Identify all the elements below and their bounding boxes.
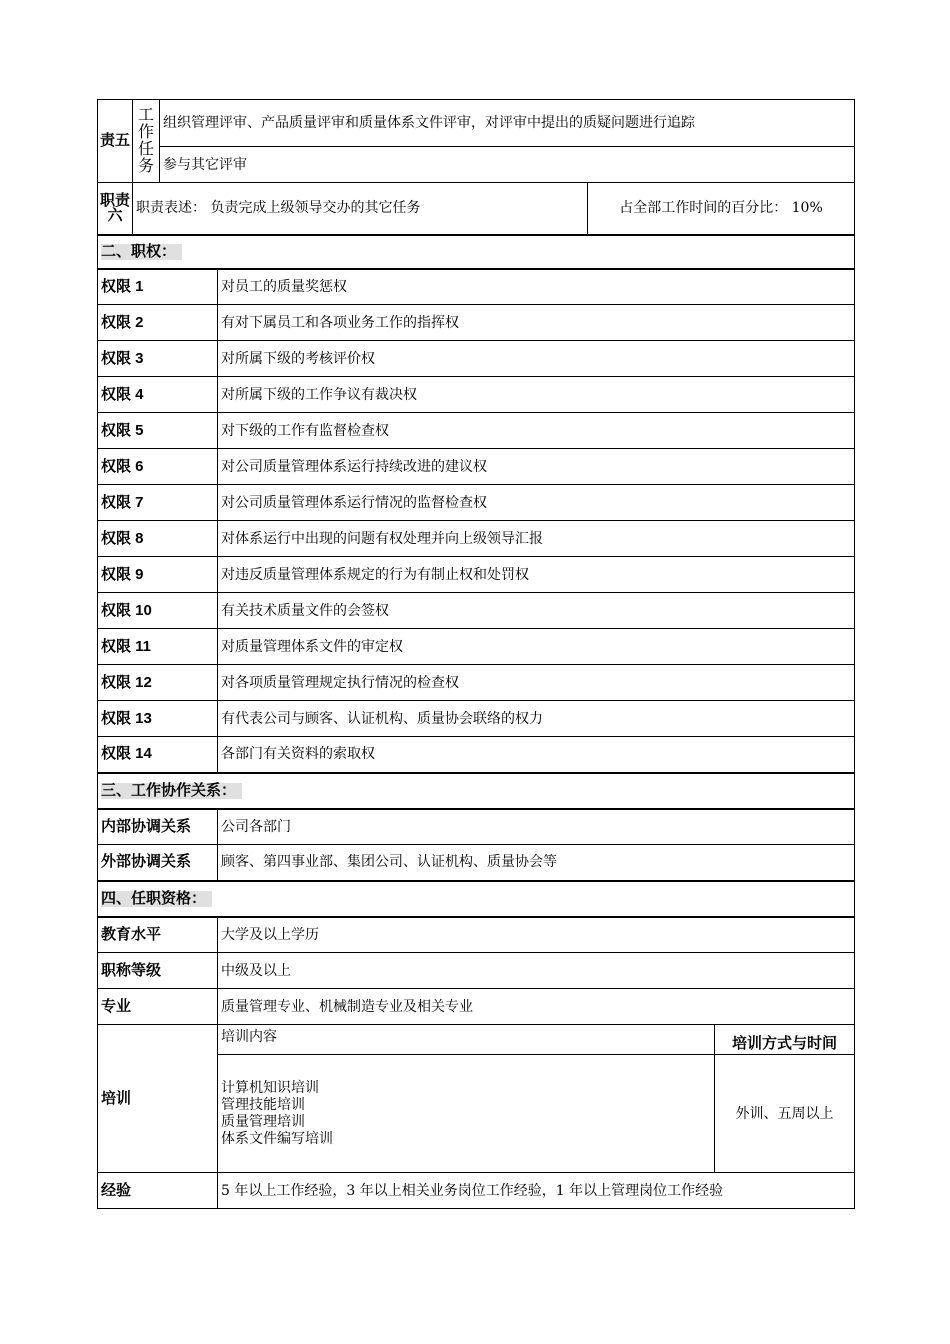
title-level-row: [98, 953, 855, 989]
section2-title: 二、职权：: [101, 244, 182, 260]
training-row-header: [98, 1025, 855, 1055]
training-method: 外训、五周以上: [715, 1055, 855, 1173]
job-description-document: [97, 99, 854, 1209]
authority-value: 对体系运行中出现的问题有权处理并向上级领导汇报: [218, 521, 855, 557]
authority-value: 对所属下级的工作争议有裁决权: [218, 377, 855, 413]
duty5-row-2: [98, 147, 855, 183]
training-label: 培训: [98, 1025, 218, 1173]
training-item: 管理技能培训: [221, 1096, 305, 1113]
authority-row: [98, 629, 855, 665]
training-content-header: 培训内容: [218, 1025, 715, 1055]
authority-row: [98, 485, 855, 521]
authority-row: [98, 521, 855, 557]
section2-header-row: [98, 235, 855, 269]
duty5-task-label: 工作任务: [133, 100, 160, 183]
training-item: 体系文件编写培训: [221, 1130, 333, 1147]
authority-row: [98, 557, 855, 593]
authority-label: 权限 6: [98, 449, 218, 485]
authority-label: 权限 10: [98, 593, 218, 629]
duty5-label: 责五: [98, 100, 133, 183]
authority-label: 权限 9: [98, 557, 218, 593]
duty6-row: [98, 183, 855, 235]
relation-value: 公司各部门: [218, 809, 855, 845]
authority-label: 权限 7: [98, 485, 218, 521]
authority-label: 权限 2: [98, 305, 218, 341]
major-label: 专业: [98, 989, 218, 1025]
authority-row: [98, 269, 855, 305]
authority-label: 权限 11: [98, 629, 218, 665]
authority-value: 对公司质量管理体系运行情况的监督检查权: [218, 485, 855, 521]
authority-value: 对所属下级的考核评价权: [218, 341, 855, 377]
relation-label: 外部协调关系: [98, 845, 218, 881]
authority-row: [98, 737, 855, 773]
authority-label: 权限 13: [98, 701, 218, 737]
authority-label: 权限 4: [98, 377, 218, 413]
major-value: 质量管理专业、机械制造专业及相关专业: [218, 989, 855, 1025]
authority-value: 对质量管理体系文件的审定权: [218, 629, 855, 665]
title-level-label: 职称等级: [98, 953, 218, 989]
relation-row: [98, 809, 855, 845]
experience-value: 5 年以上工作经验，3 年以上相关业务岗位工作经验，1 年以上管理岗位工作经验: [218, 1173, 855, 1209]
authority-row: [98, 377, 855, 413]
authority-value: 有代表公司与顾客、认证机构、质量协会联络的权力: [218, 701, 855, 737]
education-label: 教育水平: [98, 917, 218, 953]
authority-label: 权限 1: [98, 269, 218, 305]
job-description-table: [97, 99, 855, 1209]
title-level-value: 中级及以上: [218, 953, 855, 989]
authority-row: [98, 593, 855, 629]
education-row: [98, 917, 855, 953]
duty5-task-1: 组织管理评审、产品质量评审和质量体系文件评审，对评审中提出的质疑问题进行追踪: [160, 100, 855, 147]
training-items: [218, 1055, 715, 1173]
experience-label: 经验: [98, 1173, 218, 1209]
authority-label: 权限 14: [98, 737, 218, 773]
major-row: [98, 989, 855, 1025]
authority-row: [98, 449, 855, 485]
duty6-label: 职责六: [98, 183, 133, 235]
education-value: 大学及以上学历: [218, 917, 855, 953]
training-item: 质量管理培训: [221, 1113, 305, 1130]
authority-row: [98, 341, 855, 377]
authority-row: [98, 305, 855, 341]
authority-value: 有对下属员工和各项业务工作的指挥权: [218, 305, 855, 341]
authority-label: 权限 3: [98, 341, 218, 377]
relation-label: 内部协调关系: [98, 809, 218, 845]
authority-row: [98, 413, 855, 449]
authority-value: 对员工的质量奖惩权: [218, 269, 855, 305]
section3-header-row: [98, 773, 855, 809]
authority-label: 权限 8: [98, 521, 218, 557]
authority-label: 权限 5: [98, 413, 218, 449]
section3-title: 三、工作协作关系：: [101, 783, 242, 799]
authority-row: [98, 665, 855, 701]
authority-row: [98, 701, 855, 737]
authority-value: 对违反质量管理体系规定的行为有制止权和处罚权: [218, 557, 855, 593]
relation-row: [98, 845, 855, 881]
experience-row: [98, 1173, 855, 1209]
duty6-time-percent: 占全部工作时间的百分比： 10%: [588, 183, 855, 235]
duty6-description: 职责表述： 负责完成上级领导交办的其它任务: [133, 183, 588, 235]
authority-value: 对公司质量管理体系运行持续改进的建议权: [218, 449, 855, 485]
authority-label: 权限 12: [98, 665, 218, 701]
authority-value: 对下级的工作有监督检查权: [218, 413, 855, 449]
training-method-header: 培训方式与时间: [715, 1025, 855, 1055]
duty5-row-1: [98, 100, 855, 147]
authority-value: 各部门有关资料的索取权: [218, 737, 855, 773]
training-item: 计算机知识培训: [221, 1079, 319, 1096]
relation-value: 顾客、第四事业部、集团公司、认证机构、质量协会等: [218, 845, 855, 881]
authority-value: 有关技术质量文件的会签权: [218, 593, 855, 629]
section4-title: 四、任职资格：: [101, 891, 212, 907]
section4-header-row: [98, 881, 855, 917]
authority-value: 对各项质量管理规定执行情况的检查权: [218, 665, 855, 701]
duty5-task-2: 参与其它评审: [160, 147, 855, 183]
